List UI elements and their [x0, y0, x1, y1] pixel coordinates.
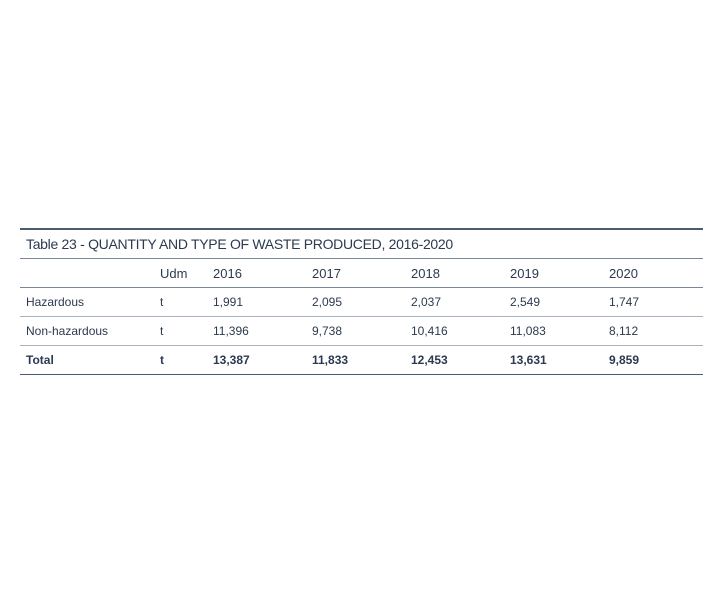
row-label: Non-hazardous	[20, 317, 160, 346]
header-year-2018: 2018	[411, 259, 510, 288]
waste-table	[20, 259, 703, 375]
table-header-row	[20, 259, 703, 288]
row-value-2017: 2,095	[312, 288, 411, 317]
row-label: Total	[20, 346, 160, 375]
table-row-non-hazardous	[20, 317, 703, 346]
header-year-2016: 2016	[213, 259, 312, 288]
table-row-total	[20, 346, 703, 375]
header-year-2017: 2017	[312, 259, 411, 288]
header-year-2019: 2019	[510, 259, 609, 288]
row-value-2017: 11,833	[312, 346, 411, 375]
row-value-2018: 10,416	[411, 317, 510, 346]
row-value-2016: 11,396	[213, 317, 312, 346]
row-value-2018: 2,037	[411, 288, 510, 317]
row-value-2016: 1,991	[213, 288, 312, 317]
row-label: Hazardous	[20, 288, 160, 317]
header-label	[20, 259, 160, 288]
row-value-2016: 13,387	[213, 346, 312, 375]
table-title: Table 23 - QUANTITY AND TYPE OF WASTE PRODUCED, 2016-2020	[20, 228, 703, 259]
row-value-2017: 9,738	[312, 317, 411, 346]
table-row-hazardous	[20, 288, 703, 317]
row-udm: t	[160, 346, 213, 375]
header-udm: Udm	[160, 259, 213, 288]
row-value-2020: 1,747	[609, 288, 703, 317]
header-year-2020: 2020	[609, 259, 703, 288]
row-value-2019: 2,549	[510, 288, 609, 317]
row-value-2019: 13,631	[510, 346, 609, 375]
row-udm: t	[160, 317, 213, 346]
row-udm: t	[160, 288, 213, 317]
row-value-2018: 12,453	[411, 346, 510, 375]
row-value-2020: 8,112	[609, 317, 703, 346]
row-value-2019: 11,083	[510, 317, 609, 346]
row-value-2020: 9,859	[609, 346, 703, 375]
waste-table-block	[20, 228, 703, 375]
